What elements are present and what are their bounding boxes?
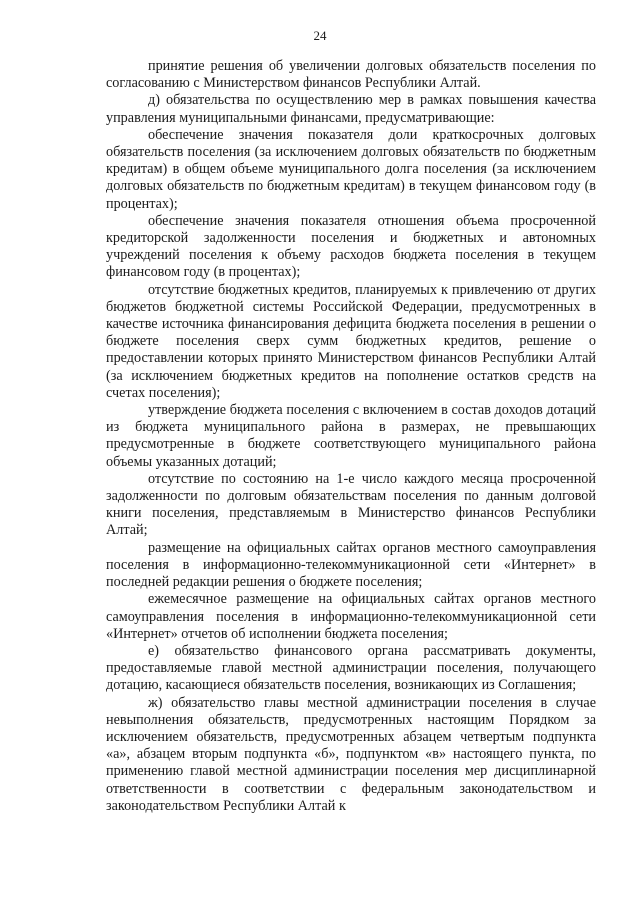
paragraph-1: принятие решения об увеличении долговых обязательств поселения по согласованию с Министерством финансов Республики Алтай. bbox=[106, 58, 596, 92]
paragraph-9: ежемесячное размещение на официальных сайтах органов местного самоуправления поселения в информационно-телекоммуникационной сети «Интернет» отчетов об исполнении бюджета поселения; bbox=[106, 591, 596, 642]
paragraph-4: обеспечение значения показателя отношения объема просроченной кредиторской задолженности поселения и бюджетных и автономных учреждений поселения к объему расходов бюджета поселения в текущем финансовом году (в процентах); bbox=[106, 212, 596, 281]
paragraph-8: размещение на официальных сайтах органов местного самоуправления поселения в информационно-телекоммуникационной сети «Интернет» в последней редакции решения о бюджете поселения; bbox=[106, 539, 596, 591]
paragraph-7: отсутствие по состоянию на 1-е число каждого месяца просроченной задолженности по долговым обязательствам поселения по данным долговой книги поселения, представляемым в Министерство финансов Республики Алтай; bbox=[106, 470, 596, 539]
paragraph-2: д) обязательства по осуществлению мер в рамках повышения качества управления муниципальными финансами, предусматривающие: bbox=[106, 92, 596, 126]
paragraph-6: утверждение бюджета поселения с включением в состав доходов дотаций из бюджета муниципального района в размерах, не превышающих предусмотренные в бюджете соответствующего муниципального района объемы указанных дотаций; bbox=[106, 402, 596, 470]
page-number: 24 bbox=[313, 28, 327, 43]
paragraph-5: отсутствие бюджетных кредитов, планируемых к привлечению от других бюджетов бюджетной системы Российской Федерации, предусмотренных в качестве источника финансирования дефицита бюджета поселения в решении о бюджете поселения сверх сумм бюджетных кредитов, решение о предоставлении которых принято Министерством финансов Республики Алтай (за исключением бюджетных кредитов на пополнение остатков средств на счетах поселения); bbox=[106, 281, 596, 401]
paragraph-11: ж) обязательство главы местной администрации поселения в случае невыполнения обязательств, предусмотренных настоящим Порядком за исключением обязательств, предусмотренных абзацем четвертым подпункта «а», абзацем вторым подпункта «б», подпунктом «в» настоящего пункта, по применению главой местной администрации поселения мер дисциплинарной ответственности в соответствии с федеральным законодательством и законодательством Республики Алтай к bbox=[106, 694, 596, 814]
paragraph-3: обеспечение значения показателя доли краткосрочных долговых обязательств поселения (за исключением долговых обязательств по бюджетным кредитам) в общем объеме муниципального долга поселения (за исключением долговых обязательств по бюджетным кредитам) в текущем финансовом году (в процентах); bbox=[106, 126, 596, 212]
document-body bbox=[106, 58, 596, 815]
paragraph-10: е) обязательство финансового органа рассматривать документы, предоставляемые главой местной администрации поселения, получающего дотацию, касающиеся обязательств поселения, возникающих из Соглашения; bbox=[106, 642, 596, 694]
